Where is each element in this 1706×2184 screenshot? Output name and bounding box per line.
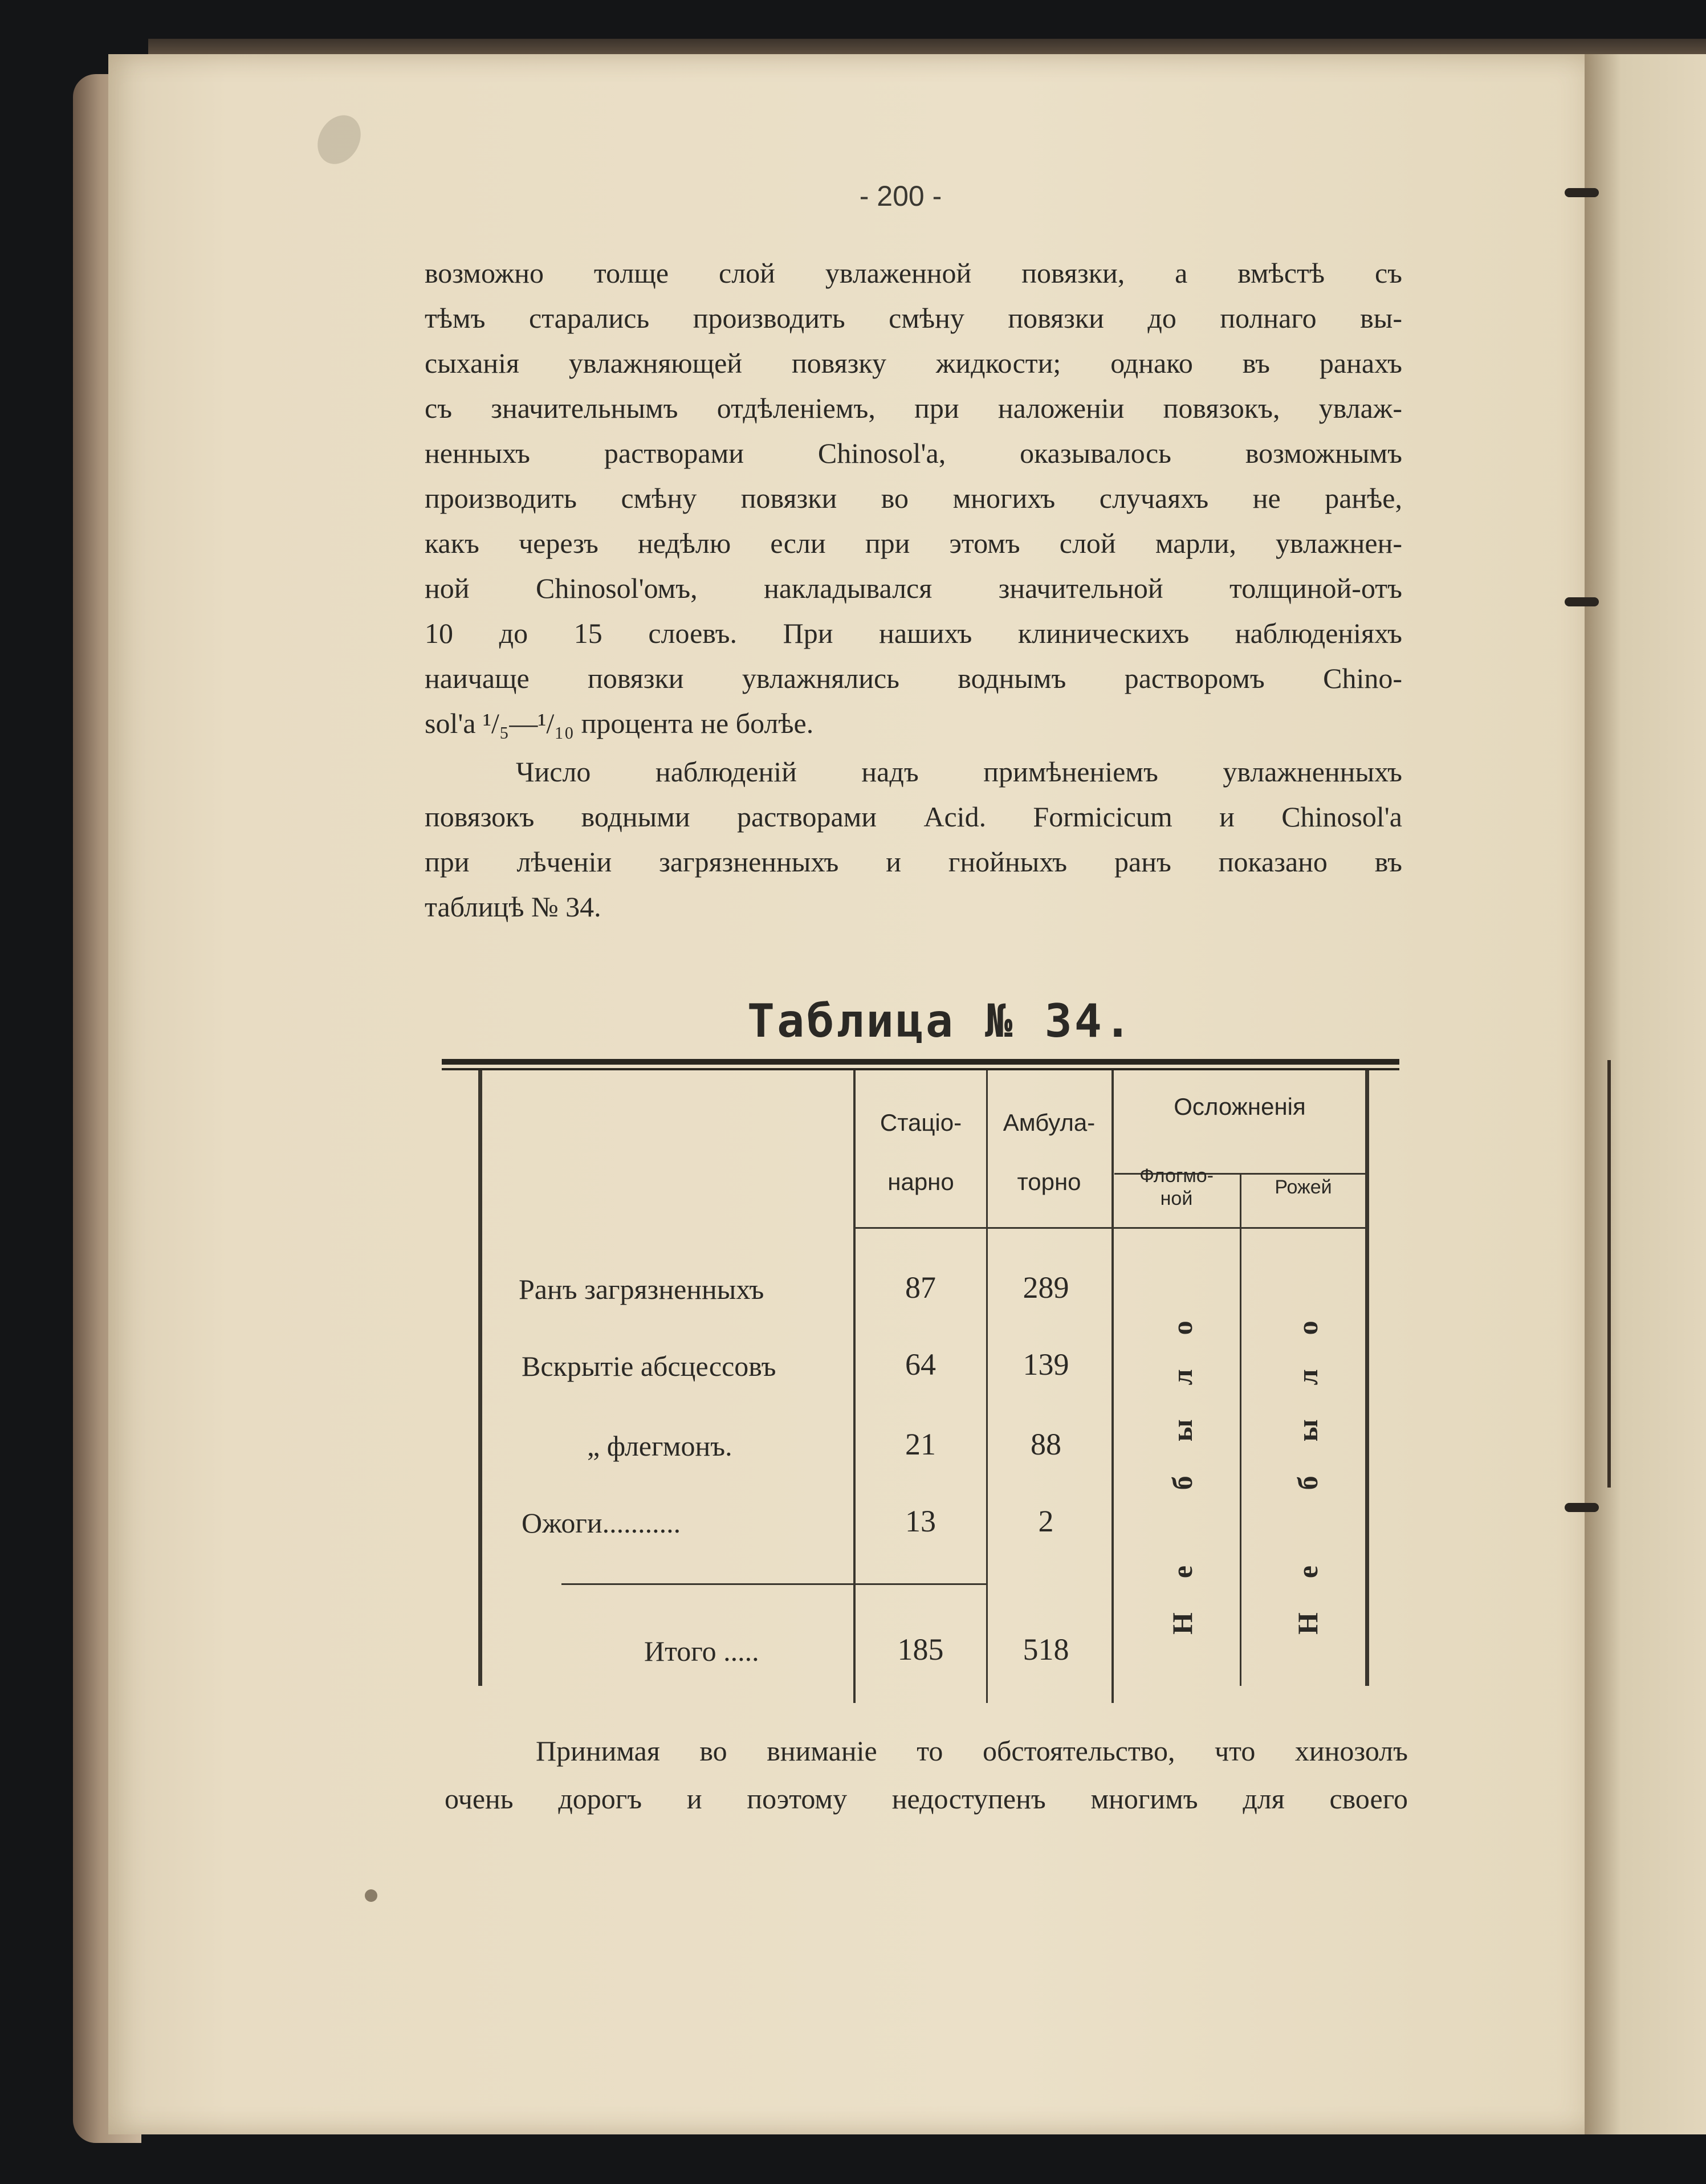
header-ambulatory: Амбула- [1003, 1109, 1096, 1136]
header-phlegmon: ной [1160, 1188, 1193, 1209]
total-rule [561, 1583, 986, 1585]
table-rule [442, 1068, 1399, 1070]
text-line: наичаще повязки увлажнялись воднымъ растворомъ Chino- [425, 662, 1402, 694]
binding-stitch [1565, 597, 1599, 606]
text-line: тѣмъ старались производить смѣну повязки до полнаго вы- [425, 302, 1402, 334]
cell-ambulatory: 2 [1038, 1504, 1054, 1538]
cell-stationary: 13 [905, 1504, 936, 1538]
cell-ambulatory: 139 [1023, 1347, 1069, 1382]
text-line: производить смѣну повязки во многихъ случаяхъ не ранѣе, [425, 482, 1402, 514]
text-line: Принимая во вниманіе то обстоятельство, что хинозолъ [536, 1735, 1408, 1767]
body-text-continued [445, 1727, 1408, 1823]
total-stationary: 185 [897, 1632, 944, 1666]
cell-stationary: 87 [905, 1270, 936, 1305]
text-line: возможно толще слой увлаженной повязки, а вмѣстѣ съ [425, 257, 1402, 289]
table-border-right [1365, 1070, 1369, 1686]
text-line: 10 до 15 слоевъ. При нашихъ клиническихъ наблюденіяхъ [425, 617, 1402, 649]
row-label: Ранъ загрязненныхъ [519, 1273, 764, 1305]
column-divider [853, 1070, 856, 1703]
text-line: съ значительнымъ отдѣленіемъ, при наложеніи повязокъ, увлаж- [425, 392, 1402, 424]
total-ambulatory: 518 [1023, 1632, 1069, 1666]
text-line: сыханія увлажняющей повязку жидкости; однако въ ранахъ [425, 347, 1402, 379]
column-divider [1240, 1173, 1241, 1686]
binding-stitch [1565, 1503, 1599, 1512]
row-label: „ флегмонъ. [587, 1430, 732, 1462]
table-rule [442, 1059, 1399, 1065]
binding-thread [1607, 1060, 1611, 1488]
page-spot [365, 1889, 377, 1902]
text-line: повязокъ водными растворами Acid. Formicicum и Chinosol'a [425, 801, 1402, 833]
column-divider [986, 1070, 988, 1703]
data-table [442, 1059, 1399, 1703]
cell-stationary: 64 [905, 1347, 936, 1382]
header-ambulatory: торно [1017, 1168, 1081, 1195]
cell-ambulatory: 289 [1023, 1270, 1069, 1305]
body-text [425, 251, 1402, 930]
text-line: ной Chinosol'омъ, накладывался значительной толщиной-отъ [425, 572, 1402, 604]
binding-stitch [1565, 188, 1599, 197]
header-stationary: нарно [887, 1168, 954, 1195]
row-label: Ожоги........... [522, 1507, 681, 1539]
column-divider [1111, 1070, 1114, 1703]
row-label: Вскрытіе абсцессовъ [522, 1350, 776, 1382]
text-line: таблицѣ № 34. [425, 891, 601, 923]
text-line: ненныхъ растворами Chinosol'a, оказывалось возможнымъ [425, 437, 1402, 469]
vertical-note-erysipelas: Не было [1292, 1286, 1324, 1635]
text-line: Число наблюденій надъ примѣненіемъ увлажненныхъ [516, 756, 1402, 788]
table-title: Таблица № 34. [747, 995, 1134, 1048]
header-erysipelas: Рожей [1275, 1176, 1332, 1198]
table-border-left [478, 1070, 482, 1686]
header-complications: Осложненія [1174, 1093, 1306, 1120]
header-stationary: Стаціо- [880, 1109, 962, 1136]
text-line: при лѣченіи загрязненныхъ и гнойныхъ ранъ показано въ [425, 846, 1402, 878]
header-phlegmon: Флогмо- [1139, 1165, 1214, 1187]
total-label: Итого ..... [644, 1635, 759, 1667]
page-number: - 200 - [859, 180, 942, 212]
vertical-note-phlegmon: Не было [1166, 1286, 1198, 1635]
text-line: очень дорогъ и поэтому недоступенъ многимъ для своего [445, 1783, 1408, 1815]
cell-ambulatory: 88 [1031, 1427, 1061, 1461]
cell-stationary: 21 [905, 1427, 936, 1461]
facing-page [1585, 54, 1706, 2134]
header-divider [855, 1227, 1365, 1229]
text-line: какъ черезъ недѣлю если при этомъ слой марли, увлажнен- [425, 527, 1402, 559]
text-line: sol'a ¹/₅—¹/₁₀ процента не болѣе. [425, 707, 814, 739]
